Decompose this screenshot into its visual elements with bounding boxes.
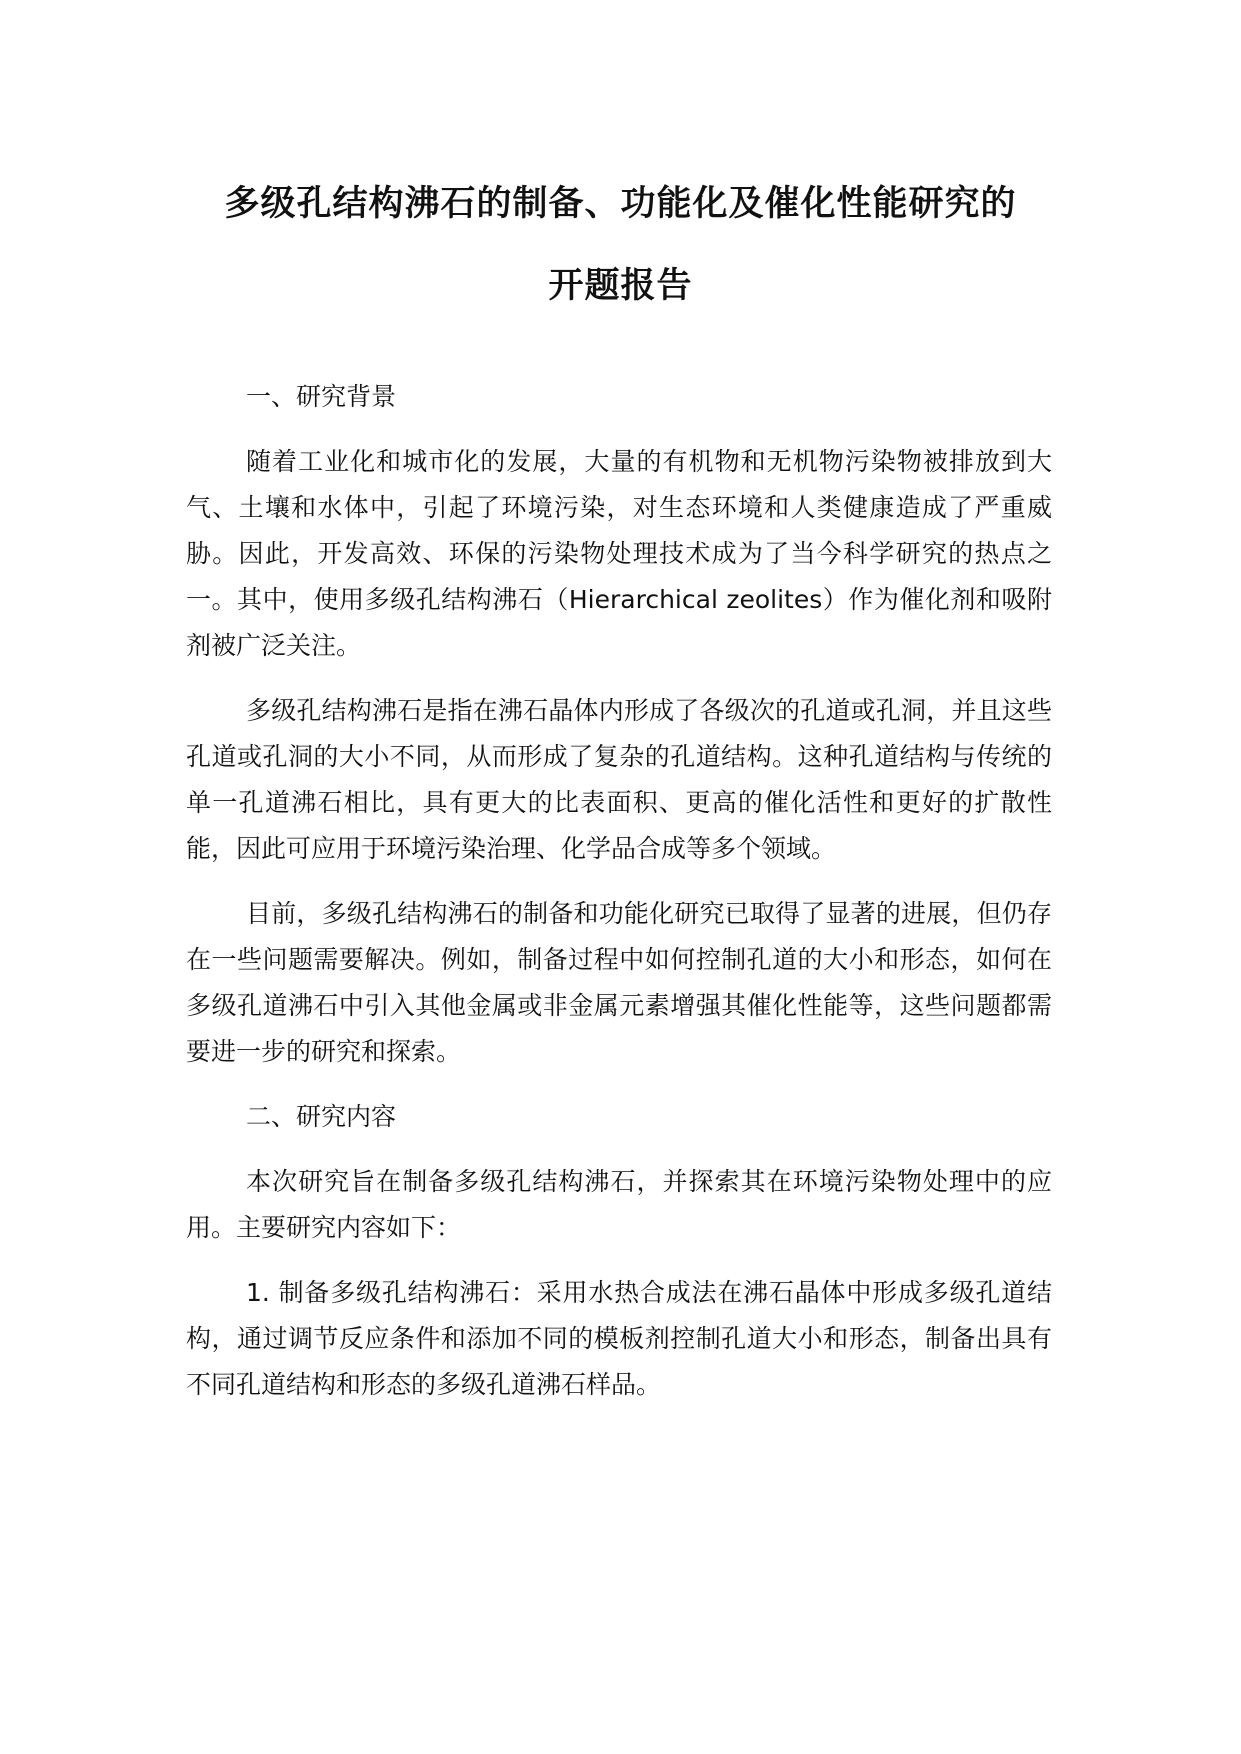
paragraph-background-2: 多级孔结构沸石是指在沸石晶体内形成了各级次的孔道或孔洞，并且这些孔道或孔洞的大小不同，从而形成了复杂的孔道结构。这种孔道结构与传统的单一孔道沸石相比，具有更大的比表面积、更高的催化活性和更好的扩散性能，因此可应用于环境污染治理、化学品合成等多个领域。: [186, 696, 1052, 863]
paragraph-background-3: 目前，多级孔结构沸石的制备和功能化研究已取得了显著的进展，但仍存在一些问题需要解决。例如，制备过程中如何控制孔道的大小和形态，如何在多级孔道沸石中引入其他金属或非金属元素增强其催化性能等，这些问题都需要进一步的研究和探索。: [186, 899, 1052, 1066]
document-title-line-1: 多级孔结构沸石的制备、功能化及催化性能研究的: [224, 184, 1017, 224]
section-heading-content: 二、研究内容: [246, 1102, 397, 1131]
section-heading-background: 一、研究背景: [246, 382, 397, 411]
paragraph-content-intro: 本次研究旨在制备多级孔结构沸石，并探索其在环境污染物处理中的应用。主要研究内容如下：: [186, 1167, 1052, 1242]
paragraph-content-item-1: 1. 制备多级孔结构沸石：采用水热合成法在沸石晶体中形成多级孔道结构，通过调节反应条件和添加不同的模板剂控制孔道大小和形态，制备出具有不同孔道结构和形态的多级孔道沸石样品。: [186, 1278, 1052, 1399]
document-title-line-2: 开题报告: [548, 266, 693, 306]
document-body: [186, 374, 1052, 1408]
paragraph-background-1: 随着工业化和城市化的发展，大量的有机物和无机物污染物被排放到大气、土壤和水体中，引起了环境污染，对生态环境和人类健康造成了严重威胁。因此，开发高效、环保的污染物处理技术成为了当今科学研究的热点之一。其中，使用多级孔结构沸石（Hierarchical zeolites）作为催化剂和吸附剂被广泛关注。: [186, 447, 1052, 660]
